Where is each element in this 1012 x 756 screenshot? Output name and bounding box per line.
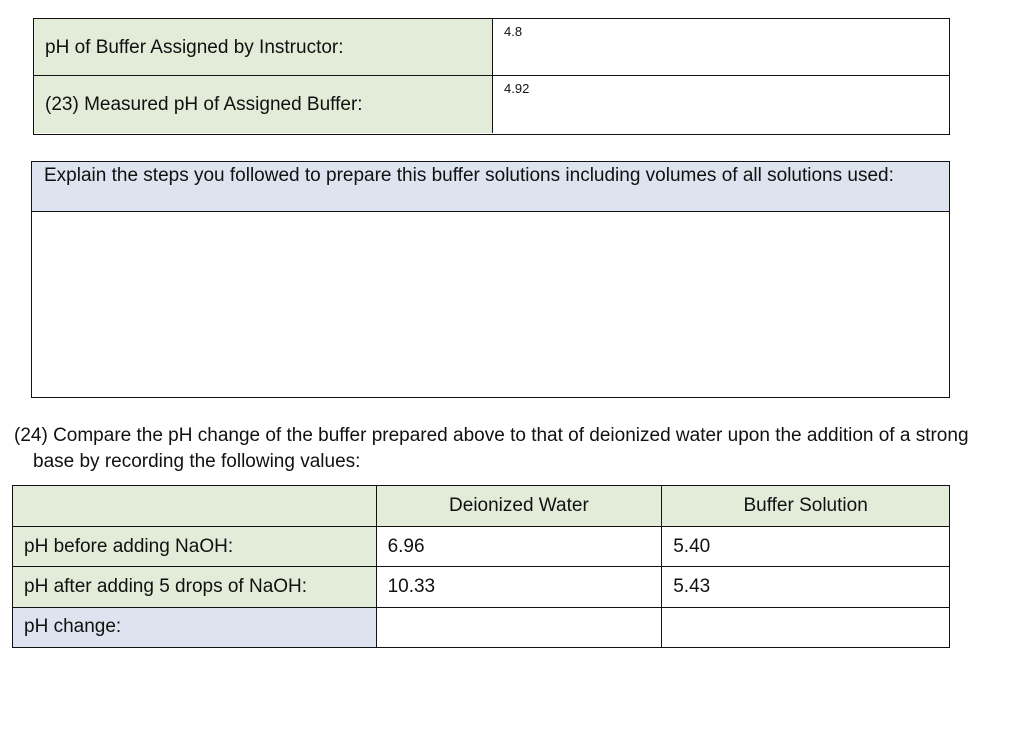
explain-steps-prompt: Explain the steps you followed to prepare this buffer solutions including volumes of all solutions used: — [32, 162, 949, 212]
explain-steps-box — [31, 161, 950, 398]
assigned-buffer-table — [33, 18, 950, 135]
water-ph-before-value[interactable]: 6.96 — [376, 527, 662, 567]
buffer-ph-before-value[interactable]: 5.40 — [662, 527, 950, 567]
water-ph-change-value[interactable] — [376, 607, 662, 647]
header-buffer-solution: Buffer Solution — [662, 486, 950, 527]
assigned-ph-label: pH of Buffer Assigned by Instructor: — [34, 19, 493, 75]
table-row — [13, 607, 950, 647]
measured-ph-value[interactable]: 4.92 — [493, 76, 949, 133]
header-empty-cell — [13, 486, 377, 527]
water-ph-after-value[interactable]: 10.33 — [376, 567, 662, 607]
row-label-ph-change: pH change: — [13, 607, 377, 647]
buffer-ph-after-value[interactable]: 5.43 — [662, 567, 950, 607]
header-deionized-water: Deionized Water — [376, 486, 662, 527]
table-row — [13, 567, 950, 607]
assigned-ph-row — [34, 19, 949, 76]
row-label-ph-before: pH before adding NaOH: — [13, 527, 377, 567]
assigned-ph-value[interactable]: 4.8 — [493, 19, 949, 75]
buffer-ph-change-value[interactable] — [662, 607, 950, 647]
table-row — [13, 527, 950, 567]
table-header-row — [13, 486, 950, 527]
ph-comparison-table — [12, 485, 950, 648]
row-label-ph-after: pH after adding 5 drops of NaOH: — [13, 567, 377, 607]
measured-ph-row — [34, 76, 949, 133]
question-24-text: (24) Compare the pH change of the buffer prepared above to that of deionized water upon the addition of a strong base by recording the following values: — [14, 425, 969, 472]
measured-ph-label: (23) Measured pH of Assigned Buffer: — [34, 76, 493, 133]
explain-steps-answer-field[interactable] — [32, 212, 949, 397]
